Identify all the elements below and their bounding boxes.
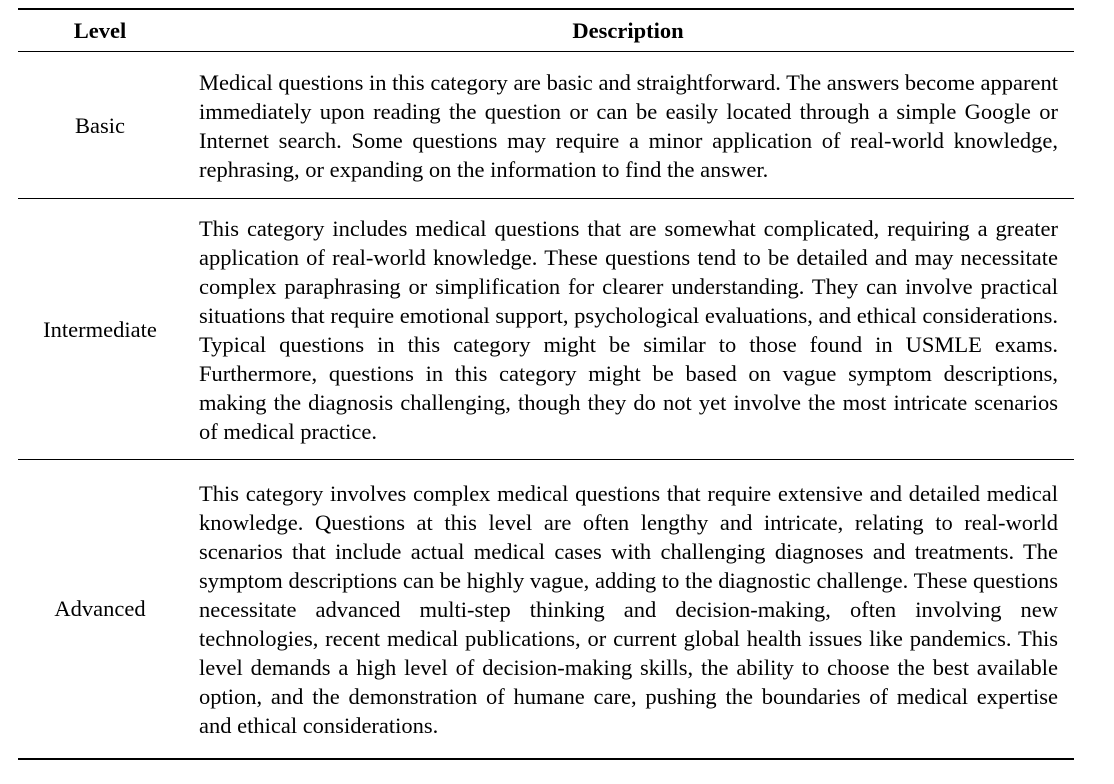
description-cell-basic: Medical questions in this category are basic and straightforward. The answers become apparent immediately upon reading the question or can be easily located through a simple Google or Internet search. Some questions may require a minor application of real-world knowledge, rephrasing, or expanding on the information to find the answer. — [199, 69, 1058, 182]
description-column-header: Description — [572, 18, 684, 43]
level-cell-advanced: Advanced — [54, 596, 146, 622]
level-column-header: Level — [73, 18, 127, 43]
description-cell-advanced: This category involves complex medical questions that require extensive and detailed medical knowledge. Questions at this level are often lengthy and intricate, relating to real-world scenarios that include actual medical cases with challenging diagnoses and treatments. The symptom descriptions can be highly vague, adding to the diagnostic challenge. These questions necessitate advanced multi-step thinking and decision-making, often involving new technologies, recent medical publications, or current global health issues like pandemics. This level demands a high level of decision-making skills, the ability to choose the best available option, and the demonstration of humane care, pushing the boundaries of medical expertise and ethical considerations. — [199, 480, 1058, 738]
table-row-advanced — [18, 460, 1074, 759]
table-row-intermediate — [18, 199, 1074, 460]
header-row — [18, 9, 1074, 52]
table-header — [18, 9, 1074, 52]
table-body — [18, 52, 1074, 759]
table-row-basic — [18, 52, 1074, 199]
difficulty-levels-table — [18, 8, 1074, 760]
level-cell-intermediate: Intermediate — [43, 316, 157, 342]
description-cell-intermediate: This category includes medical questions that are somewhat complicated, requiring a greater application of real-world knowledge. These questions tend to be detailed and may necessitate complex paraphrasing or simplification for clearer understanding. They can involve practical situations that require emotional support, psychological evaluations, and ethical considerations. Typical questions in this category might be similar to those found in USMLE exams. Furthermore, questions in this category might be based on vague symptom descriptions, making the diagnosis challenging, though they do not yet involve the most intricate scenarios of medical practice. — [199, 215, 1058, 444]
level-cell-basic: Basic — [75, 112, 125, 138]
